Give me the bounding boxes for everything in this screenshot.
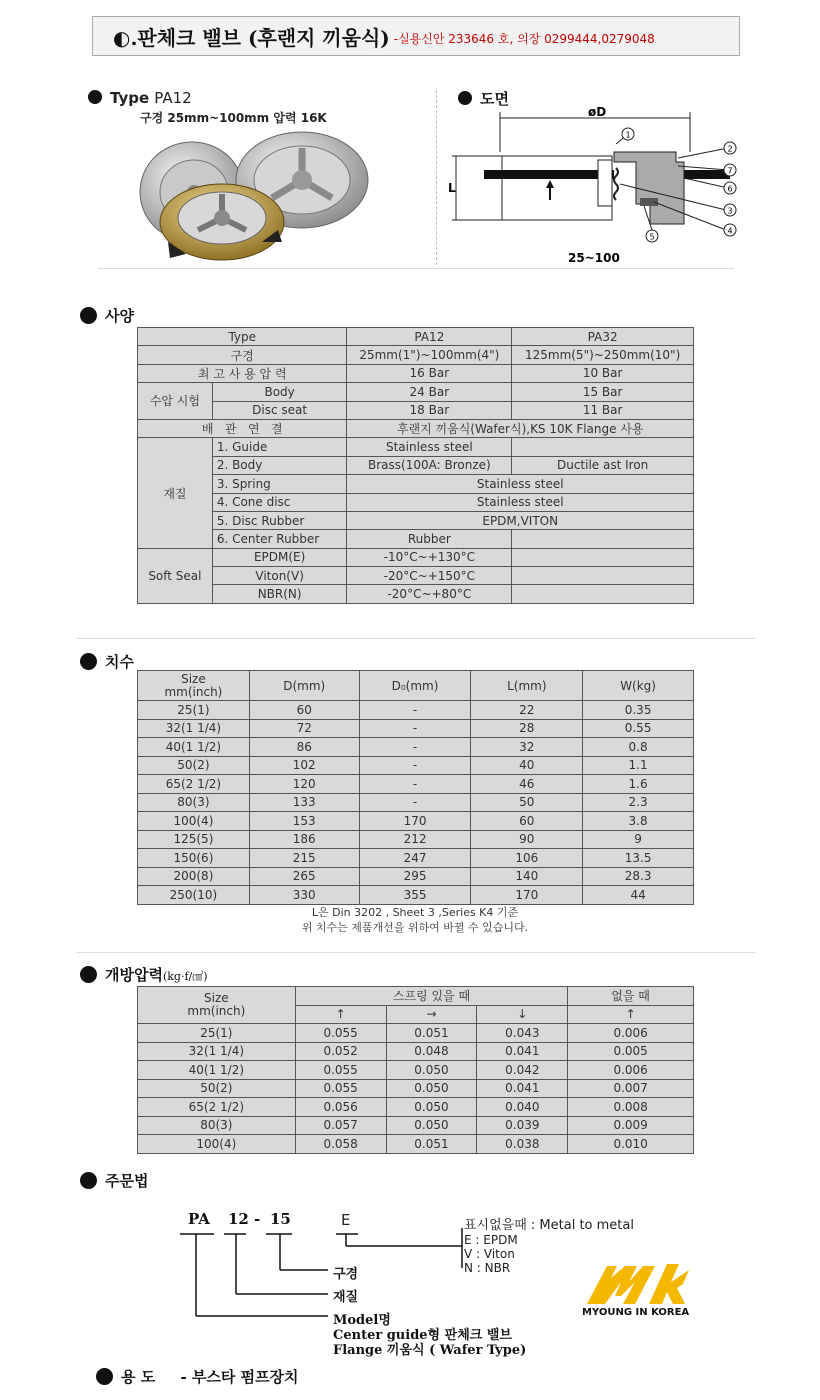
table-cell: 0.006	[568, 1024, 694, 1043]
table-row	[138, 1116, 694, 1135]
table-cell: 0.008	[568, 1098, 694, 1117]
bullet-icon	[96, 1368, 113, 1385]
usage-line: 용 도 - 부스타 펌프장치	[96, 1366, 299, 1387]
code-seal: E	[341, 1211, 351, 1229]
table-row: NBR(N) -20°C~+80°C	[138, 585, 694, 603]
dims-note-1: L은 Din 3202 , Sheet 3 ,Series K4 기준	[311, 906, 519, 919]
table-row: Viton(V) -20°C~+150°C	[138, 567, 694, 585]
bullet-icon	[80, 966, 97, 983]
table-row: 3. Spring Stainless steel	[138, 475, 694, 493]
table-row: 2. Body Brass(100A: Bronze) Ductile ast Iron	[138, 456, 694, 474]
dim-l-label: L	[448, 181, 456, 195]
arrow-up-icon: ↑	[295, 1005, 386, 1024]
table-cell: 44	[583, 886, 694, 905]
table-cell: 32(1 1/4)	[138, 719, 250, 738]
table-cell: 13.5	[583, 849, 694, 868]
table-row	[138, 812, 694, 831]
spec-table	[137, 327, 694, 604]
callout-2: 2	[727, 144, 733, 154]
company-logo	[585, 1262, 691, 1306]
table-cell: 40(1 1/2)	[138, 1061, 296, 1080]
table-row	[138, 719, 694, 738]
table-cell: 295	[359, 867, 471, 886]
table-row	[138, 849, 694, 868]
table-cell: 0.052	[295, 1042, 386, 1061]
dims-table	[137, 670, 694, 905]
table-cell: -	[359, 756, 471, 775]
code-size: 12	[228, 1210, 249, 1228]
table-cell: -	[359, 793, 471, 812]
table-cell: 40	[471, 756, 583, 775]
table-row: 5. Disc Rubber EPDM,VITON	[138, 511, 694, 529]
table-cell: 0.056	[295, 1098, 386, 1117]
table-row	[138, 1061, 694, 1080]
table-row	[138, 1098, 694, 1117]
table-cell: 0.043	[477, 1024, 568, 1043]
ordering-heading: 주문법	[80, 1170, 148, 1191]
table-cell: 247	[359, 849, 471, 868]
label-size: 구경	[333, 1267, 359, 1282]
table-cell: 2.3	[583, 793, 694, 812]
table-cell: 22	[471, 701, 583, 720]
table-cell: 80(3)	[138, 793, 250, 812]
dims-notes	[200, 905, 630, 935]
table-cell: 0.058	[295, 1135, 386, 1154]
dims-note-2: 위 치수는 제품개선을 위하여 바뀔 수 있습니다.	[301, 921, 529, 934]
table-cell: 215	[249, 849, 359, 868]
bullet-icon	[88, 90, 102, 104]
table-row	[138, 1024, 694, 1043]
table-cell: 32	[471, 738, 583, 757]
table-cell: 0.055	[295, 1079, 386, 1098]
product-spec-line: 구경 25mm~100mm 압력 16K	[140, 111, 327, 125]
table-cell: 1.6	[583, 775, 694, 794]
seal-option-metal: 표시없을때 : Metal to metal	[464, 1218, 634, 1233]
code-dash: -	[254, 1210, 261, 1228]
table-row	[138, 1135, 694, 1154]
vertical-divider	[436, 90, 437, 265]
table-cell: 212	[359, 830, 471, 849]
table-cell: 25(1)	[138, 1024, 296, 1043]
label-model: Model명	[333, 1313, 391, 1328]
table-cell: 186	[249, 830, 359, 849]
table-cell: 60	[249, 701, 359, 720]
table-header-row: Size mm(inch) D(mm) D₀(mm) L(mm) W(kg)	[138, 671, 694, 701]
table-cell: 3.8	[583, 812, 694, 831]
callout-4: 4	[727, 226, 733, 236]
table-cell: 0.055	[295, 1061, 386, 1080]
logo-mark-icon	[585, 1262, 691, 1306]
logo-text: MYOUNG IN KOREA	[582, 1307, 690, 1318]
table-cell: 0.048	[386, 1042, 477, 1061]
arrow-down-icon: ↓	[477, 1005, 568, 1024]
table-cell: 28.3	[583, 867, 694, 886]
arrow-right-icon: →	[386, 1005, 477, 1024]
callout-1: 1	[625, 130, 631, 140]
table-cell: 40(1 1/2)	[138, 738, 250, 757]
table-cell: -	[359, 775, 471, 794]
bullet-icon	[458, 91, 472, 105]
table-cell: 0.057	[295, 1116, 386, 1135]
desc-line-1: Center guide형 판체크 밸브	[333, 1328, 512, 1343]
table-cell: 65(2 1/2)	[138, 775, 250, 794]
page-title: ◐.판체크 밸브 (후랜지 끼움식)	[113, 25, 390, 50]
table-cell: 0.050	[386, 1098, 477, 1117]
code-model: PA	[188, 1210, 210, 1228]
label-material: 재질	[333, 1290, 359, 1305]
size-range-label: 25~100	[568, 251, 620, 265]
table-row	[138, 886, 694, 905]
table-cell: 1.1	[583, 756, 694, 775]
table-cell: 200(8)	[138, 867, 250, 886]
table-cell: 0.051	[386, 1024, 477, 1043]
drawing-heading: 도면	[458, 88, 509, 109]
seal-option-nbr: N : NBR	[464, 1261, 511, 1275]
table-cell: 72	[249, 719, 359, 738]
table-row	[138, 775, 694, 794]
table-cell: 0.051	[386, 1135, 477, 1154]
table-row	[138, 793, 694, 812]
table-cell: 0.050	[386, 1079, 477, 1098]
dim-d-label: øD	[588, 105, 607, 119]
ordering-lines	[176, 1228, 476, 1324]
bullet-icon	[80, 1172, 97, 1189]
table-cell: 330	[249, 886, 359, 905]
technical-drawing	[440, 104, 740, 269]
table-cell: 355	[359, 886, 471, 905]
divider	[76, 952, 756, 953]
seal-option-viton: V : Viton	[464, 1247, 515, 1261]
table-cell: 0.010	[568, 1135, 694, 1154]
table-row: 재질 1. Guide Stainless steel	[138, 438, 694, 456]
table-row: 구경 25mm(1")~100mm(4") 125mm(5")~250mm(10")	[138, 346, 694, 364]
table-cell: 0.35	[583, 701, 694, 720]
table-cell: 100(4)	[138, 1135, 296, 1154]
table-row	[138, 738, 694, 757]
table-row: Soft Seal EPDM(E) -10°C~+130°C	[138, 548, 694, 566]
table-row	[138, 867, 694, 886]
table-cell: 9	[583, 830, 694, 849]
table-cell: 150(6)	[138, 849, 250, 868]
table-cell: 133	[249, 793, 359, 812]
table-cell: 0.038	[477, 1135, 568, 1154]
opening-heading: 개방압력(kg·f/㎠)	[80, 964, 208, 985]
table-cell: 250(10)	[138, 886, 250, 905]
table-cell: 265	[249, 867, 359, 886]
table-cell: 80(3)	[138, 1116, 296, 1135]
table-cell: 106	[471, 849, 583, 868]
table-row: 6. Center Rubber Rubber	[138, 530, 694, 548]
table-cell: 0.005	[568, 1042, 694, 1061]
table-cell: 0.007	[568, 1079, 694, 1098]
table-cell: -	[359, 738, 471, 757]
table-cell: 0.040	[477, 1098, 568, 1117]
arrow-up-icon: ↑	[568, 1005, 694, 1024]
table-row: 수압 시험 Body 24 Bar 15 Bar	[138, 383, 694, 401]
code-material: 15	[270, 1210, 291, 1228]
table-cell: 50(2)	[138, 1079, 296, 1098]
table-cell: 0.042	[477, 1061, 568, 1080]
table-row: Disc seat 18 Bar 11 Bar	[138, 401, 694, 419]
dims-heading: 치수	[80, 651, 134, 672]
callout-6: 6	[727, 184, 733, 194]
table-cell: 0.8	[583, 738, 694, 757]
divider	[76, 638, 756, 639]
table-cell: 50(2)	[138, 756, 250, 775]
table-row: 4. Cone disc Stainless steel	[138, 493, 694, 511]
callout-3: 3	[727, 206, 733, 216]
table-cell: 60	[471, 812, 583, 831]
table-cell: 65(2 1/2)	[138, 1098, 296, 1117]
product-type-heading: Type PA12	[88, 88, 192, 107]
table-cell: 100(4)	[138, 812, 250, 831]
title-box	[92, 16, 740, 56]
table-cell: 153	[249, 812, 359, 831]
bullet-icon	[80, 307, 97, 324]
table-cell: 0.006	[568, 1061, 694, 1080]
table-cell: 0.009	[568, 1116, 694, 1135]
desc-line-2: Flange 끼움식 ( Wafer Type)	[333, 1343, 527, 1358]
opening-table	[137, 986, 694, 1154]
table-cell: 50	[471, 793, 583, 812]
divider	[98, 268, 734, 269]
table-cell: 0.050	[386, 1116, 477, 1135]
table-cell: -	[359, 719, 471, 738]
table-cell: 28	[471, 719, 583, 738]
valve-photo	[132, 124, 382, 264]
table-row	[138, 1042, 694, 1061]
callout-5: 5	[649, 232, 655, 242]
table-cell: 0.055	[295, 1024, 386, 1043]
bullet-icon	[80, 653, 97, 670]
table-cell: 0.041	[477, 1079, 568, 1098]
table-row: Type PA12 PA32	[138, 328, 694, 346]
table-cell: 140	[471, 867, 583, 886]
table-row	[138, 701, 694, 720]
table-cell: 125(5)	[138, 830, 250, 849]
table-cell: 170	[471, 886, 583, 905]
table-cell: 102	[249, 756, 359, 775]
spec-heading: 사양	[80, 305, 134, 326]
table-row	[138, 756, 694, 775]
table-cell: 86	[249, 738, 359, 757]
table-cell: 0.55	[583, 719, 694, 738]
table-cell: 25(1)	[138, 701, 250, 720]
patent-note: -실용신안 233646 호, 의장 0299444,0279048	[393, 31, 655, 46]
seal-option-epdm: E : EPDM	[464, 1233, 518, 1247]
table-cell: 120	[249, 775, 359, 794]
table-header-row: Size mm(inch) 스프링 있을 때 없을 때	[138, 987, 694, 1006]
table-cell: 0.050	[386, 1061, 477, 1080]
table-row: 최 고 사 용 압 력 16 Bar 10 Bar	[138, 364, 694, 382]
table-cell: 0.041	[477, 1042, 568, 1061]
table-row: 배 관 연 결 후랜지 끼움식(Wafer식),KS 10K Flange 사용	[138, 419, 694, 437]
table-cell: 46	[471, 775, 583, 794]
table-cell: 170	[359, 812, 471, 831]
callout-7: 7	[727, 166, 733, 176]
table-row	[138, 1079, 694, 1098]
table-cell: 90	[471, 830, 583, 849]
table-cell: 0.039	[477, 1116, 568, 1135]
table-cell: 32(1 1/4)	[138, 1042, 296, 1061]
table-cell: -	[359, 701, 471, 720]
table-row	[138, 830, 694, 849]
